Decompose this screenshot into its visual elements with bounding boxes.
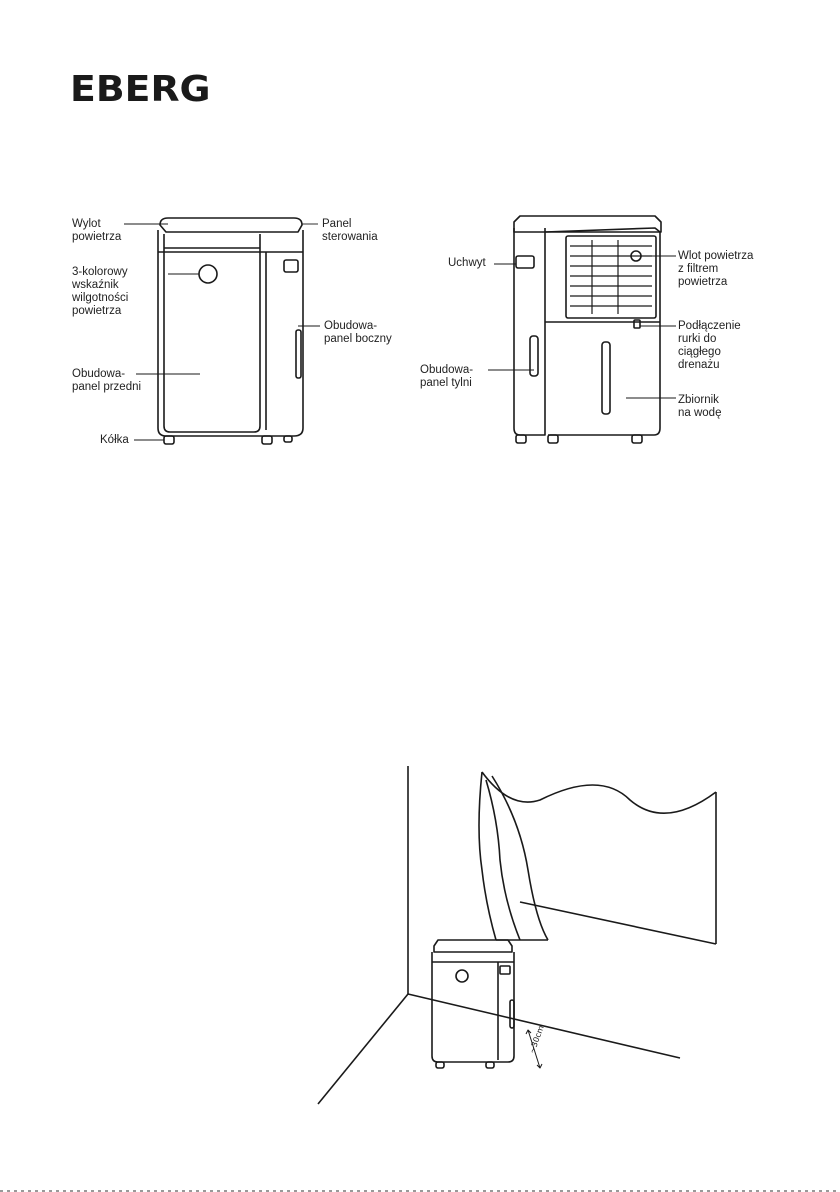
label-humidity-indicator: 3-kolorowy wskaźnik wilgotności powietrza	[72, 266, 129, 317]
label-handle: Uchwyt	[448, 257, 486, 269]
label-wheels: Kółka	[100, 434, 129, 446]
back-unit-drawing	[514, 216, 661, 443]
clearance-label: ~30cm	[527, 1024, 546, 1055]
label-control-panel: Panel sterowania	[322, 218, 378, 243]
label-air-outlet: Wylot powietrza	[72, 218, 122, 243]
label-water-tank: Zbiornik na wodę	[678, 394, 722, 419]
placement-scene	[318, 766, 716, 1104]
label-rear-panel: Obudowa- panel tylni	[420, 364, 474, 389]
front-unit-drawing	[158, 218, 303, 444]
label-air-inlet: Wlot powietrza z filtrem powietrza	[678, 250, 754, 288]
label-drain-connection: Podłączenie rurki do ciągłego drenażu	[678, 320, 741, 371]
brand-logo: EBERG	[70, 69, 211, 110]
label-side-panel: Obudowa- panel boczny	[324, 320, 392, 345]
label-front-panel: Obudowa- panel przedni	[72, 368, 142, 393]
